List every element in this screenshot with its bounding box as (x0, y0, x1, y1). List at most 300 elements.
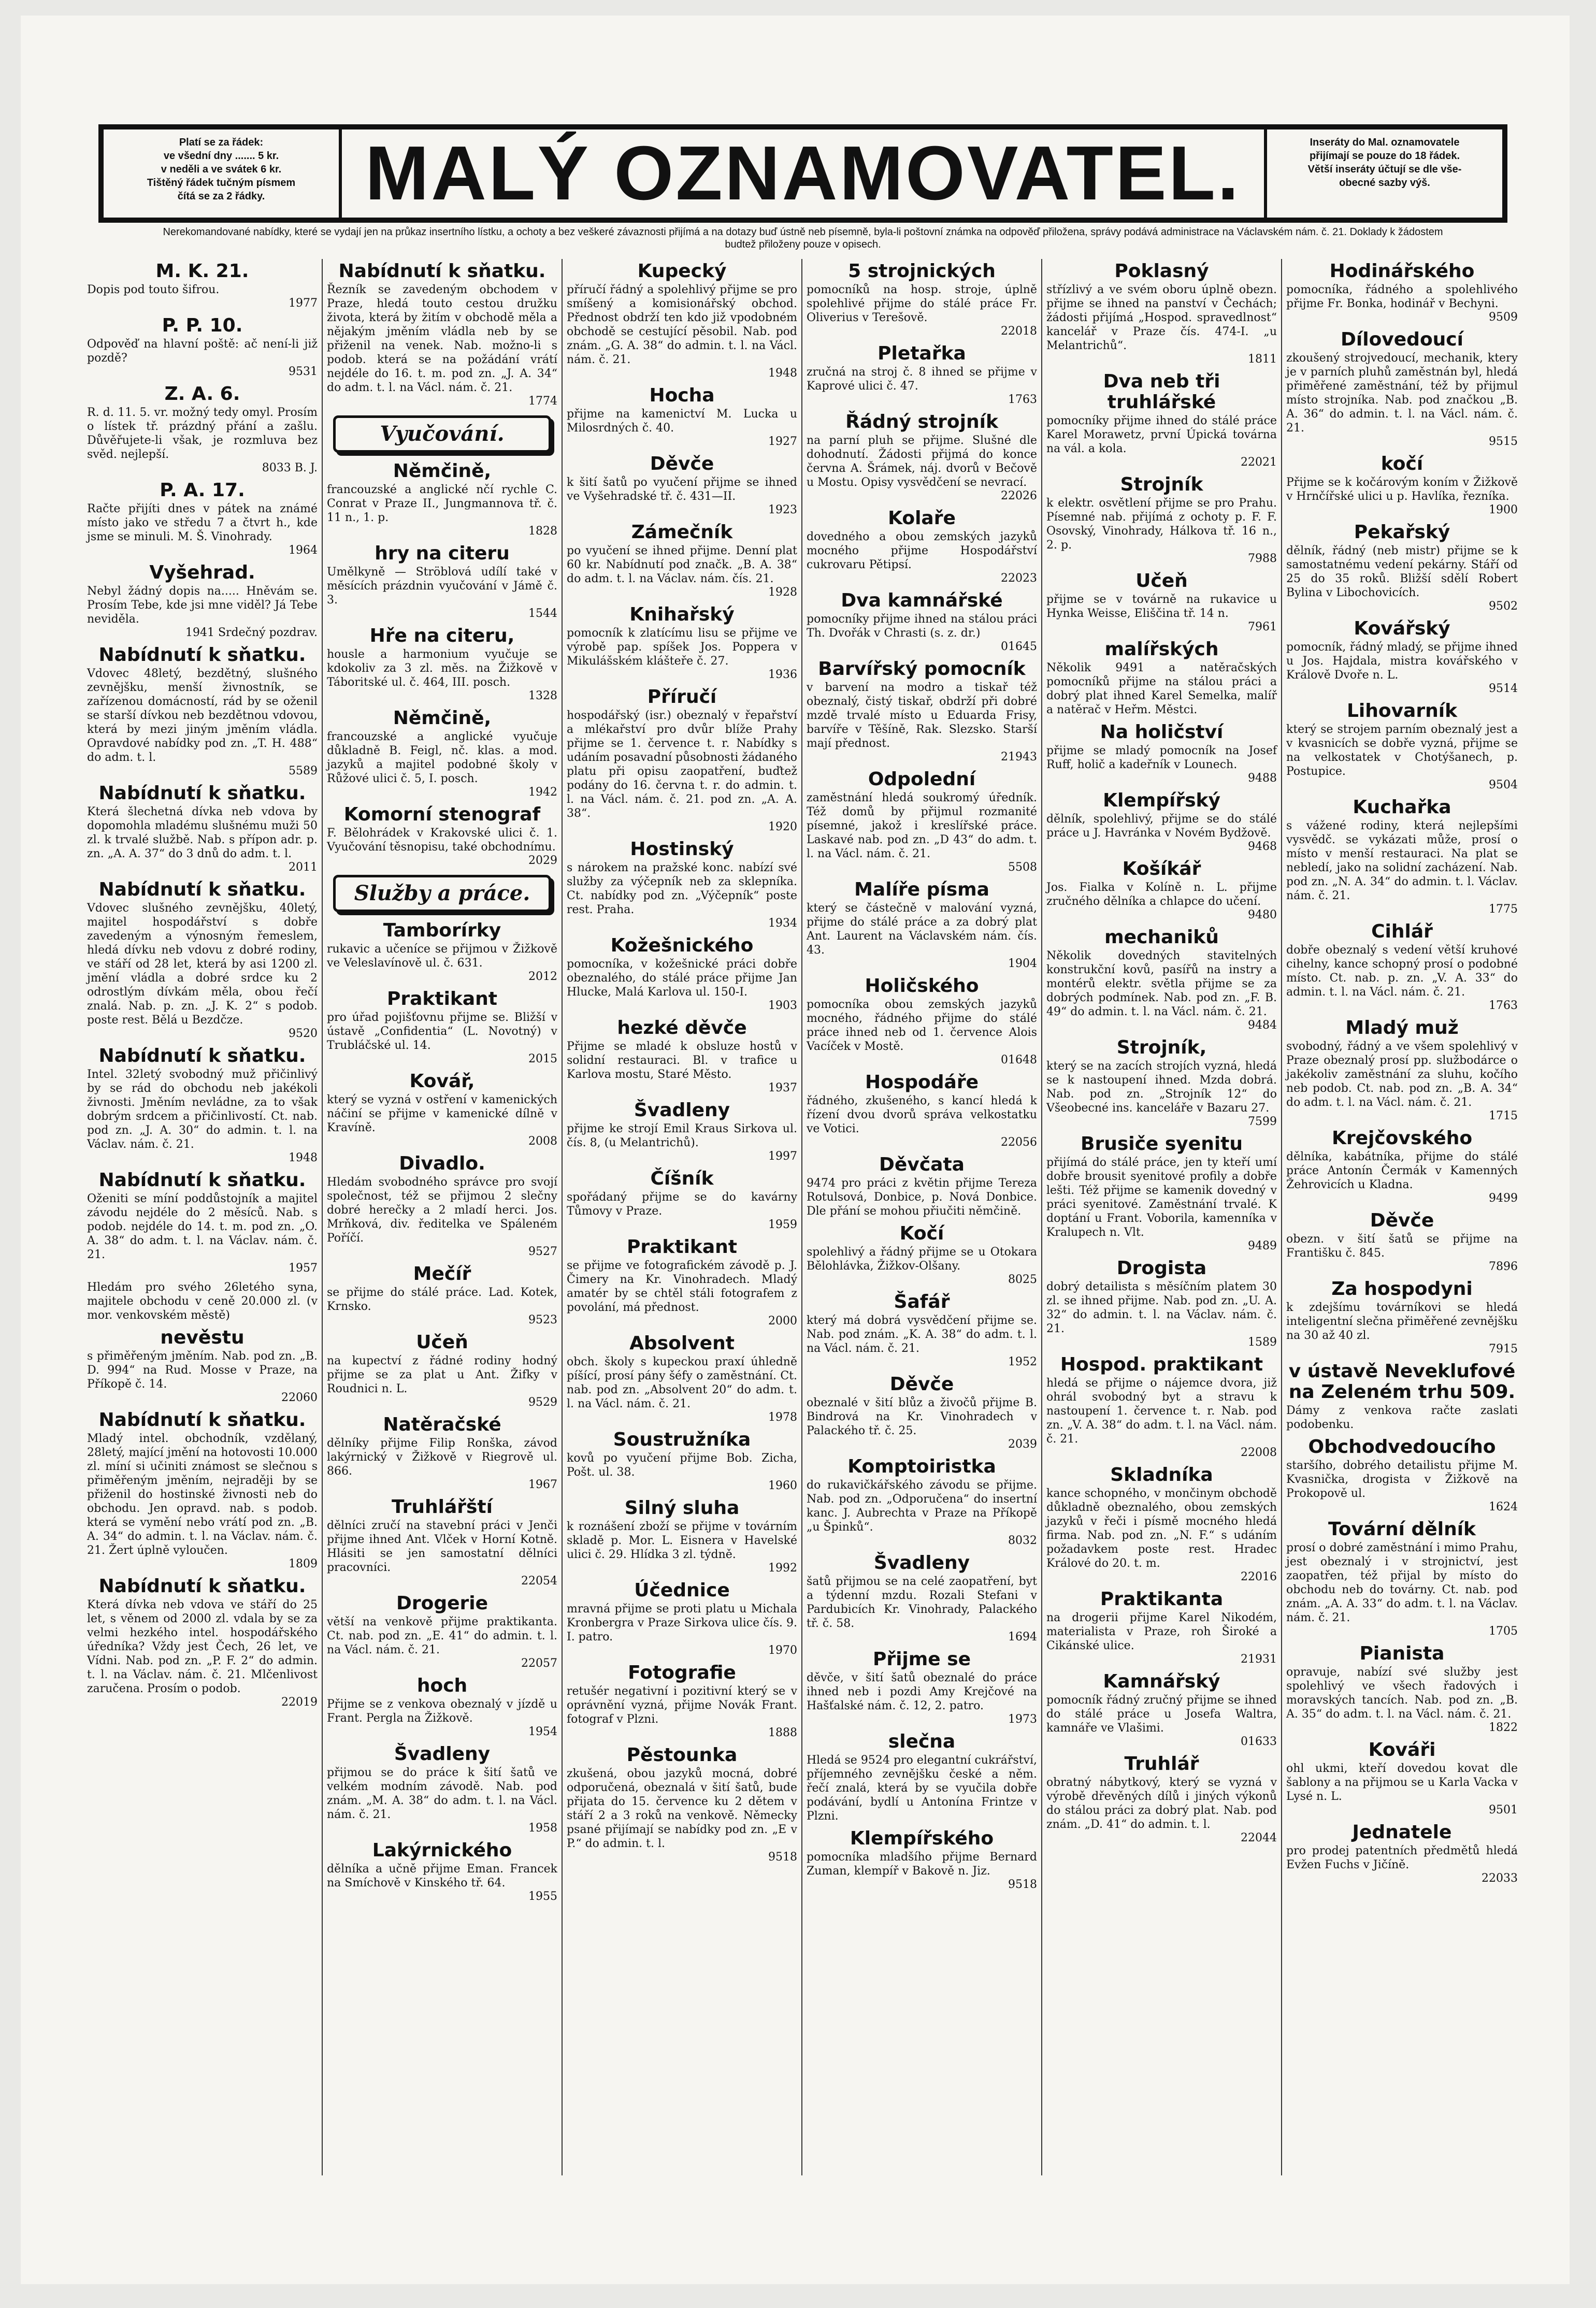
ad-text: pro prodej patentních předmětů hledá Evžen Fuchs v Jičíně. (1286, 1844, 1518, 1871)
ad-number: 5589 (289, 764, 318, 777)
ad-heading: Švadleny (873, 1552, 970, 1574)
classified-ad (807, 1732, 1037, 1823)
ad-heading: Nabídnutí k sňatku. (98, 1576, 306, 1597)
classified-ad (87, 1280, 318, 1322)
ad-number: 1964 (289, 544, 318, 557)
ad-number: 1948 (289, 1151, 318, 1164)
ad-heading: Děvče (650, 453, 714, 474)
classified-ad (567, 1333, 797, 1424)
ad-heading: Hocha (649, 385, 715, 406)
rate-line: Platí se za řádek: (179, 137, 264, 148)
ad-text: pro úřad pojišťovnu přijme se. Bližší v ústavě „Confidentia“ (L. Novotný) v Trubláčské ul. 14. (327, 1011, 557, 1052)
ad-heading: hoch (416, 1675, 468, 1696)
ad-text: dělníky přijme Filip Ronška, závod lakýrnický v Žižkově v Riegrově ul. 866. (327, 1437, 557, 1478)
classified-ad (87, 1576, 318, 1709)
classified-ad (807, 1649, 1037, 1726)
rate-line: Tištěný řádek tučným písmem (147, 177, 296, 189)
ad-heading: Skladníka (1110, 1464, 1213, 1485)
ad-heading: Učeň (1135, 570, 1188, 592)
ad-text: F. Bělohrádek v Krakovské ulici č. 1. Vyučování těsnopisu, také obchodnímu. (327, 827, 557, 854)
ad-text: dobře obeznalý s vedení větší kruhové cihelny, kance schopný prosí o podobné místo. Ct. nab. p. zn. „V. A. 33“ do admin. t. l. na Václ. nám. č. 21. (1286, 944, 1518, 999)
classified-ad (1286, 522, 1518, 613)
classified-ad (87, 1328, 318, 1405)
ad-number: 1928 (768, 586, 797, 599)
ad-text: Umělkyně — Ströblová udílí také v měsících prázdnin vyučování v Jámě č. 3. (327, 566, 557, 607)
ad-text: k roznášení zboží se přijme v továrním skladě p. Mor. L. Eisnera v Havelské ulici č. 29. Hlídka 3 zl. týdně. (567, 1520, 797, 1561)
ad-text: francouzské a anglické vyučuje důkladně B. Feigl, nč. klas. a mod. jazyků a majitel podobné školy v Růžové ulici č. 5, I. posch. (327, 730, 557, 785)
classified-ad (567, 522, 797, 599)
ad-number: 1715 (1489, 1109, 1518, 1122)
classified-ad (1286, 1822, 1518, 1885)
ad-heading: Pěstounka (626, 1744, 738, 1766)
ad-text: dělník, spolehlivý, přijme se do stálé práce u J. Havránka v Novém Bydžově. (1046, 813, 1277, 840)
classified-ad (327, 626, 557, 703)
classified-ad (1046, 639, 1277, 717)
ad-text: pomocníka obou zemských jazyků mocného, řádného přijme do stálé práce ihned neb od 1. července Alois Vacíček v Mostě. (807, 998, 1037, 1053)
ad-heading: Kočí (899, 1223, 944, 1244)
ad-number: 1775 (1489, 903, 1518, 916)
ad-number: 2039 (1008, 1438, 1037, 1451)
ad-number: 9520 (289, 1027, 318, 1040)
ad-number: 21943 (1001, 751, 1037, 763)
ad-number: 9501 (1489, 1804, 1518, 1816)
classified-ad (567, 1498, 797, 1575)
ad-text: děvče, v šití šatů obeznalé do práce ihned neb i pozdi Amy Krejčové na Hašťalské nám. č. 12, 2. patro. (807, 1671, 1037, 1712)
classified-ad (1286, 1279, 1518, 1356)
classified-ad (1286, 261, 1518, 324)
ad-heading: Natěračské (383, 1414, 501, 1435)
classified-ad (1286, 701, 1518, 792)
ad-number: 9531 (289, 365, 318, 378)
ad-number: 22026 (1001, 489, 1037, 502)
ad-heading: Odpolední (868, 769, 976, 790)
ad-heading: Cihlář (1371, 921, 1433, 942)
classified-ad (807, 343, 1037, 407)
masthead-title: MALÝ OZNAMOVATEL. (365, 131, 1241, 216)
ad-heading: Drogista (1116, 1258, 1207, 1279)
ad-heading: Knihařský (629, 604, 735, 625)
ad-text: na kupectví z řádné rodiny hodný přijme se za plat u Ant. Žifky v Roudnici n. L. (327, 1354, 557, 1395)
ad-number: 1328 (528, 689, 557, 702)
column-4 (802, 259, 1042, 2175)
ad-text: pomocník řádný zručný přijme se ihned do stálé práce u Josefa Waltra, kamnáře ve Vlašimi. (1046, 1694, 1277, 1735)
ad-heading: Nabídnutí k sňatku. (98, 1045, 306, 1066)
classified-ad (327, 1497, 557, 1588)
ad-number: 8033 B. J. (262, 461, 318, 474)
ad-number: 1927 (768, 435, 797, 448)
classified-ad (1046, 571, 1277, 634)
classified-ad (1046, 859, 1277, 922)
ad-number: 9504 (1489, 778, 1518, 791)
ad-number: 22018 (1001, 325, 1037, 338)
ad-text: Několik 9491 a natěračských pomocníků přijme na stálou práci a dobrý plat ihned Karel Semelka, malíř a natěrač v Heřm. Městci. (1046, 661, 1277, 716)
classified-ad (1046, 790, 1277, 854)
ad-heading: Řádný strojník (845, 411, 998, 432)
classified-ad (1046, 1754, 1277, 1845)
classified-ad (567, 1100, 797, 1163)
classified-ad (327, 1264, 557, 1327)
ad-number: 8032 (1008, 1534, 1037, 1547)
classified-ad (807, 1828, 1037, 1892)
column-5 (1042, 259, 1282, 2175)
ad-number: 1952 (1008, 1355, 1037, 1368)
classified-ad (87, 879, 318, 1041)
classified-ad (807, 1456, 1037, 1548)
ad-text: prosí o dobré zaměstnání i mimo Prahu, jest obeznalý i v strojnictví, jest zaopatřen, též přijal by místo do obchodu neb do továrny. Ct. nab. pod znám. „A. A. 33“ do adm. t. l. na Václav. nám. č. 21. (1286, 1541, 1518, 1624)
ad-text: zkušená, obou jazyků mocná, dobré odporučená, obeznalá v šití šatů, bude přijata do 15. července ku 2 dětem v stáří 2 a 3 roků na venkově. Německy psané přijímají se nabídky pod zn. „E v P.“ do admin. t. l. (567, 1767, 797, 1850)
ad-text: Intel. 32letý svobodný muž přičinlivý by se rád do obchodu neb jakékoli živnosti. Jměním nevládne, za to však dobrým srdcem a přičinlivostí. Ct. nab. pod zn. „J. A. 30“ do admin. t. l. na Václav. nám. č. 21. (87, 1068, 318, 1151)
ad-text: pomocník k zlatícímu lisu se přijme ve výrobě pap. spíšek Jos. Poppera v Mikulášském klášteře č. 27. (567, 627, 797, 668)
classified-ad (1046, 1354, 1277, 1460)
classified-ad (567, 935, 797, 1013)
ad-heading: Dva neb tři truhlářské (1103, 371, 1220, 413)
ad-heading: Kováři (1368, 1739, 1436, 1761)
terms-box (1264, 129, 1502, 218)
classified-ad (1286, 1128, 1518, 1205)
ad-number: 01645 (1001, 640, 1037, 653)
ad-number: 1958 (528, 1822, 557, 1835)
ad-heading: malířských (1104, 639, 1219, 660)
ad-text: Která dívka neb vdova ve stáří do 25 let, s věnem od 2000 zl. vdala by se za velmi hezkého intel. hospodářského úředníka? Vždy jest Čech, 26 let, ve Vídni. Nab. pod zn. „P. F. 2“ do admin. t. l. na Václav. nám. č. 21. Mlčenlivost zaručena. Prosím o podob. (87, 1598, 318, 1695)
column-2 (323, 259, 563, 2175)
ad-heading: Děvčata (879, 1154, 965, 1175)
ad-text: se přijme ve fotografickém závodě p. J. Čimery na Kr. Vinohradech. Mladý amatér by se chtěl stáli fotografem z povolání, má přednost. (567, 1259, 797, 1314)
ad-number: 21931 (1241, 1653, 1277, 1666)
ad-text: na drogerii přijme Karel Nikodém, materialista v Praze, roh Široké a Cikánské ulice. (1046, 1611, 1277, 1652)
classified-ad (87, 562, 318, 640)
ad-number: 22057 (521, 1657, 557, 1670)
ad-text: rukavic a učeníce se přijmou v Žižkově ve Veleslavínově ul. č. 631. (327, 943, 557, 970)
ad-heading: Nabídnutí k sňatku. (98, 1170, 306, 1191)
ad-number: 9509 (1489, 311, 1518, 324)
ad-number: 1920 (768, 820, 797, 833)
classified-ad (567, 261, 797, 380)
classified-ad (807, 769, 1037, 874)
ad-text: zaměstnání hledá soukromý úředník. Též domů by přijmul rozmanité písemné, jakož i kreslířské práce. Laskavé nab. pod zn. „D 43“ do adm. t. l. na Václ. nám. č. 21. (807, 791, 1037, 860)
ad-number: 22060 (281, 1391, 318, 1404)
ad-text: kance schopného, v mončinym obchodě důkladně obeznalého, obou zemských jazyků v řeči i písmě mocného hledá firma. Nab. pod zn. „N. F.“ s udáním požadavkem poste rest. Hradec Králové do 20. t. m. (1046, 1487, 1277, 1570)
ad-number: 22019 (281, 1696, 318, 1709)
ad-text: dělníci zručí na stavební práci v Jenči přijme ihned Ant. Vlček v Horní Kotně. Hlásiti se jen samostatní dělníci pracovníci. (327, 1519, 557, 1574)
ad-number: 1992 (768, 1562, 797, 1575)
ad-heading: slečna (888, 1731, 956, 1752)
classified-ad (1286, 1437, 1518, 1514)
ad-text: pomocníky přijme ihned na stálou práci Th. Dvořák v Chrasti (s. z. dr.) (807, 613, 1037, 640)
ad-number: 2029 (528, 854, 557, 867)
ad-heading: Kovářský (1354, 618, 1450, 639)
classified-ad (1286, 1018, 1518, 1123)
ad-number: 1954 (528, 1725, 557, 1738)
ad-number: 2008 (528, 1135, 557, 1148)
ad-heading: Kolaře (888, 508, 956, 529)
terms-line: Inseráty do Mal. oznamovatele (1310, 137, 1460, 148)
ad-heading: Strojník, (1116, 1037, 1207, 1058)
ad-text: šatů přijmou se na celé zaopatření, byt a týdenní mzdu. Rozali Stefani v Pardubicích Kr. Vinohrady, Palackého tř. č. 58. (807, 1575, 1037, 1630)
column-1 (83, 259, 323, 2175)
ad-number: 5508 (1008, 861, 1037, 874)
ad-heading: Lakýrnického (372, 1840, 512, 1861)
classified-ad (567, 1237, 797, 1328)
ad-text: který se částečně v malování vyzná, přijme do stálé práce a za dobrý plat Ant. Laurent na Václavském nám. čís. 43. (807, 902, 1037, 957)
ad-text: přijme se v továrně na rukavice u Hynka Weisse, Eliščina tř. 14 n. (1046, 593, 1277, 620)
classified-ad (87, 315, 318, 379)
ad-heading: Nabídnutí k sňatku. (98, 783, 306, 804)
ad-text: ohl ukmi, kteří dovedou kovat dle šablony a na přijmou se u Karla Vacka v Lysé n. L. (1286, 1762, 1518, 1803)
classified-ad (567, 1745, 797, 1864)
ad-text: obezn. v šití šatů se přijme na Františku č. 845. (1286, 1233, 1518, 1260)
ad-number: 1977 (289, 297, 318, 310)
ad-text: dělníka, kabátníka, přijme do stálé práce Antonín Čermák v Kamenných Žehrovicích u Kladna. (1286, 1150, 1518, 1191)
ad-text: zručná na stroj č. 8 ihned se přijme v Kaprové ulici č. 47. (807, 366, 1037, 393)
classified-ad (327, 1744, 557, 1835)
ad-number: 2011 (289, 861, 318, 874)
ad-number: 1624 (1489, 1501, 1518, 1513)
column-6 (1282, 259, 1522, 2175)
section-banner: Služby a práce. (333, 875, 551, 912)
ad-text: Hledá se 9524 pro elegantní cukrářství, příjemného zevnějšku české a něm. řečí znalá, která by se vyučila dobře podávání, bydlí u Antonína Frintze v Plzni. (807, 1754, 1037, 1823)
ad-text: přijme se mladý pomocník na Josef Ruff, holič a kadeřník v Lounech. (1046, 744, 1277, 771)
ad-number: 1774 (528, 395, 557, 408)
ad-text: který se strojem parním obeznalý jest a v kvasnicích se dobře vyzná, přijme se na velkostatek v Chotýšanech, p. Postupice. (1286, 723, 1518, 778)
ad-number: 9489 (1248, 1239, 1277, 1252)
ad-number: 9488 (1248, 772, 1277, 785)
classified-ad (327, 261, 557, 408)
classified-ad (1046, 722, 1277, 785)
ad-heading: Tamborírky (383, 920, 501, 941)
ad-heading: Švadleny (394, 1743, 491, 1765)
ad-number: 1904 (1008, 957, 1037, 970)
ad-heading: hry na citeru (375, 543, 510, 564)
classified-ad (567, 454, 797, 517)
ad-text: obch. školy s kupeckou praxí úhledně píšící, prosí pány šéfy o zaměstnání. Ct. nab. pod zn. „Absolvent 20“ do adm. t. l. na Václ. nám. č. 21. (567, 1355, 797, 1410)
ad-text: kovů po vyučení přijme Bob. Zicha, Pošt. ul. 38. (567, 1452, 797, 1479)
ad-heading: P. P. 10. (162, 315, 243, 336)
classified-ad (807, 1553, 1037, 1644)
ad-heading: Hodinářského (1329, 261, 1475, 282)
ad-text: se přijme do stálé práce. Lad. Kotek, Krnsko. (327, 1286, 557, 1313)
ad-heading: Šafář (894, 1291, 950, 1312)
rate-line: v neděli a ve svátek 6 kr. (161, 164, 282, 175)
ad-text: řádného, zkušeného, s kancí hledá k řízení dvou dvorů správa velkostatku ve Votici. (807, 1094, 1037, 1135)
classified-ad (807, 412, 1037, 503)
ad-number: 7915 (1489, 1343, 1518, 1355)
ad-text: pomocníky přijme ihned do stálé práce Karel Morawetz, první Úpická továrna na vál. a kola. (1046, 414, 1277, 455)
classified-ad (1046, 1258, 1277, 1349)
ad-number: 1937 (768, 1081, 797, 1094)
rate-box (104, 129, 342, 218)
ad-text: který se na zacích strojích vyzná, hledá se k nastoupení ihned. Mzda dobrá. Nab. pod zn. „Strojník 12“ do Všeobecné ins. kanceláře v Bazaru 27. (1046, 1060, 1277, 1115)
ad-text: přijme ke strojí Emil Kraus Sirkova ul. čís. 8, (u Melantrichů). (567, 1122, 797, 1149)
ad-heading: Hospod. praktikant (1060, 1354, 1263, 1375)
ad-heading: hezké děvče (617, 1017, 747, 1038)
classified-ad (327, 708, 557, 799)
ad-text: s nárokem na pražské konc. nabízí své služby za výčepník neb za sklepníka. Ct. nabídky pod zn. „Výčepník“ poste rest. Praha. (567, 861, 797, 916)
classified-ad (327, 1332, 557, 1409)
ad-heading: M. K. 21. (155, 261, 249, 282)
ad-text: dobrý detailista s měsíčním platem 30 zl. se ihned přijme. Nab. pod zn. „U. A. 32“ do admin. t. l. na Václav. nám. č. 21. (1046, 1280, 1277, 1335)
classified-ad (567, 1169, 797, 1232)
ad-heading: Strojník (1120, 474, 1203, 495)
classified-ad (327, 1676, 557, 1739)
ad-text: přijme na kamenictví M. Lucka u Milosrdných č. 40. (567, 408, 797, 435)
classified-ad (1286, 797, 1518, 916)
ad-heading: Truhlářští (392, 1496, 493, 1518)
ad-heading: Klempířského (850, 1828, 994, 1849)
classified-ad (567, 385, 797, 449)
ad-number: 1705 (1489, 1625, 1518, 1638)
ad-text: s přiměřeným jměním. Nab. pod zn. „B. D. 994“ na Rud. Mosse v Praze, na Příkopě č. 14. (87, 1350, 318, 1391)
ad-text: který se vyzná v ostření v kamenických náčiní se přijme v kamenické dílně v Kravíně. (327, 1093, 557, 1134)
classified-ad (567, 1663, 797, 1740)
ad-heading: Praktikant (627, 1236, 737, 1258)
ad-heading: Dva kamnářské (841, 590, 1003, 611)
ad-number: 22033 (1482, 1872, 1518, 1885)
ad-number: 9518 (768, 1851, 797, 1864)
ad-text: na parní pluh se přijme. Slušné dle dohodnutí. Žádosti přijmá do konce června A. Šrámek, náj. dvorů v Bečově u Mostu. Opisy vysvědčení se nevrací. (807, 434, 1037, 489)
ad-heading: Praktikant (387, 988, 497, 1009)
ad-number: 9499 (1489, 1192, 1518, 1205)
ad-heading: Kožešnického (610, 935, 754, 956)
classified-ad (807, 659, 1037, 764)
classified-ad (1046, 1465, 1277, 1584)
ad-heading: Fotografie (628, 1662, 736, 1683)
ad-heading: Malíře písma (854, 879, 989, 900)
ad-heading: Klempířský (1103, 790, 1220, 811)
classified-ad (327, 1153, 557, 1259)
ad-text: obeznalé v šití blůz a živočů přijme B. Bindrová na Kr. Vinohradech v Palackého tř. č. 25. (807, 1396, 1037, 1437)
classified-ad (87, 1410, 318, 1571)
ad-columns (83, 259, 1523, 2175)
ad-number: 1934 (768, 917, 797, 930)
ad-number: 1970 (768, 1644, 797, 1657)
ad-text: Oženiti se míní poddůstojník a majitel závodu nejdéle do 2 měsíců. Nab. s podob. nejdéle do 14. t. m. pod zn. „O. A. 38“ do adm. t. l. na Václav. nám. č. 21. (87, 1192, 318, 1261)
classified-ad (327, 1071, 557, 1148)
ad-heading: Jednatele (1352, 1822, 1452, 1843)
ad-text: do rukavičkářského závodu se přijme. Nab. pod zn. „Odporučena“ do insertní kanc. J. Aubrechta v Praze na Příkopě „u Špinků“. (807, 1479, 1037, 1534)
ad-number: 1941 Srdečný pozdrav. (185, 626, 318, 639)
ad-heading: Nabídnutí k sňatku. (338, 261, 546, 282)
ad-heading: Krejčovského (1331, 1128, 1473, 1149)
ad-heading: P. A. 17. (160, 480, 245, 501)
ad-heading: Komptoiristka (847, 1456, 996, 1477)
ad-number: 9515 (1489, 435, 1518, 448)
ad-text: který má dobrá vysvědčení přijme se. Nab. pod znám. „K. A. 38“ do adm. t. l. na Václ. nám. č. 21. (807, 1314, 1037, 1355)
ad-heading: Absolvent (629, 1333, 735, 1354)
ad-heading: Obchodvedoucího (1308, 1436, 1496, 1458)
ad-heading: Kupecký (637, 261, 727, 282)
ad-text: dovedného a obou zemských jazyků mocného přijme Hospodářství cukrovaru Pětipsí. (807, 530, 1037, 571)
classified-ad (327, 461, 557, 538)
ad-text: Která šlechetná dívka neb vdova by dopomohla mladému slušnému muži 50 zl. k trvalé službě. Nab. s přípon adr. p. zn. „A. A. 37“ do 3 dnů do adm. t. l. (87, 805, 318, 860)
classified-ad (327, 1840, 557, 1903)
classified-ad (1046, 1671, 1277, 1749)
ad-number: 1997 (768, 1150, 797, 1163)
ad-heading: Němčině, (393, 708, 492, 729)
classified-ad (327, 989, 557, 1066)
ad-number: 1960 (768, 1479, 797, 1492)
ad-text: housle a harmonium vyučuje se kdokoliv za 3 zl. měs. na Žižkově v Táboritské ul. č. 464, III. posch. (327, 648, 557, 689)
ad-heading: Košíkář (1122, 858, 1201, 879)
classified-ad (807, 1374, 1037, 1451)
ad-heading: Pekařský (1354, 522, 1450, 543)
ad-heading: Z. A. 6. (164, 383, 240, 405)
ad-heading: Zámečník (631, 522, 733, 543)
ad-number: 01633 (1241, 1735, 1277, 1748)
ad-text: příručí řádný a spolehlivý přijme se pro smíšený a komisionářský obchod. Přednost obdrží ten kdo již vpodobném obchodě se cestující pěsobil. Nab. pod znám. „G. A. 38“ do admin. t. l. na Václ. nám. č. 21. (567, 283, 797, 366)
ad-text: Odpověď na hlavní poště: ač není-li již pozdě? (87, 338, 318, 365)
ad-heading: Kovář, (409, 1071, 475, 1092)
ad-text: Vdovec 48letý, bezdětný, slušného zevnějšku, menší živnostník, se zařízenou domácností, rád by se oženil se starší dívkou neb bezdětnou vdovou, která by mezi jiným jměním vládla. Opravdové nabídky pod zn. „T. H. 488“ do adm. t. l. (87, 667, 318, 764)
classified-ad (807, 879, 1037, 971)
ad-text: Dámy z venkova račte zaslati podobenku. (1286, 1404, 1518, 1431)
ad-number: 1957 (289, 1262, 318, 1275)
ad-heading: Hospodáře (865, 1072, 979, 1093)
ad-heading: Kamnářský (1103, 1671, 1220, 1692)
ad-number: 2012 (528, 970, 557, 983)
ad-number: 1888 (768, 1726, 797, 1739)
ad-heading: Holičského (865, 975, 979, 997)
ad-text: s vážené rodiny, která nejlepšími vysvědč. se vykázati může, prosí o místo v menší restauraci. Na plat se nebledí, jako na solidní zacházení. Nab. pod zn. „N. A. 34“ do admin. t. l. Václav. nám. č. 21. (1286, 819, 1518, 902)
classified-ad (1046, 1037, 1277, 1129)
ad-heading: Děvče (889, 1374, 954, 1395)
classified-ad (1286, 921, 1518, 1013)
ad-number: 1903 (768, 999, 797, 1012)
ad-number: 22044 (1241, 1831, 1277, 1844)
ad-number: 22016 (1241, 1570, 1277, 1583)
column-3 (563, 259, 802, 2175)
ad-text: k šití šatů po vyučení přijme se ihned ve Vyšehradské tř. č. 431—II. (567, 476, 797, 503)
ad-text: Vdovec slušného zevnějšku, 40letý, majitel hospodářství s dobře zavedeným a výnosným řemeslem, hledá dívku neb vdovu z dobré rodiny, ve stáří od 28 let, která by asi 1200 zl. jmění vládla a dobré srdce ku 2 odrostlým dívkám měla, obou řečí znalá. Nab. p. zn. „J. K. 2“ s podob. poste rest. Bělá u Bezdčze. (87, 902, 318, 1027)
classified-ad (1046, 1589, 1277, 1666)
ad-number: 9523 (528, 1314, 557, 1326)
classified-ad (807, 590, 1037, 654)
ad-heading: Němčině, (393, 460, 492, 482)
ad-text: k elektr. osvětlení přijme se pro Prahu. Písemné nab. přijímá z ochoty p. F. F. Osovský, Vinohrady, Hálkova tř. 16 n., 2. p. (1046, 497, 1277, 552)
ad-heading: Barvířský pomocník (818, 658, 1026, 680)
classified-ad (1286, 1361, 1518, 1432)
ad-text: zkoušený strojvedoucí, mechanik, ktery je v parních pluhů zaměstnán byl, hledá přiměřené zaměstnání, též by přijmul místo strojníka. Nab. pod značkou „B. A. 36“ do admin. t. l. na Václ. nám. č. 21. (1286, 352, 1518, 435)
ad-number: 01648 (1001, 1054, 1037, 1066)
ad-heading: Soustružníka (613, 1429, 751, 1450)
classified-ad (1286, 1740, 1518, 1817)
terms-line: přijímají se pouze do 18 řádek. (1309, 150, 1460, 162)
ad-number: 1973 (1008, 1713, 1037, 1726)
ad-heading: kočí (1381, 453, 1424, 474)
classified-ad (567, 839, 797, 930)
ad-number: 2000 (768, 1315, 797, 1328)
ad-number: 9514 (1489, 682, 1518, 695)
ad-number: 9518 (1008, 1878, 1037, 1891)
classified-ad (87, 1170, 318, 1275)
ad-heading: Praktikanta (1100, 1589, 1224, 1610)
classified-ad (567, 1430, 797, 1493)
ad-text: spolehlivý a řádný přijme se u Otokara Bělohlávka, Žižkov-Olšany. (807, 1246, 1037, 1273)
ad-text: větší na venkově přijme praktikanta. Ct. nab. pod zn. „E. 41“ do admin. t. l. na Václ. nám. č. 21. (327, 1615, 557, 1656)
terms-line: obecné sazby výš. (1339, 177, 1430, 189)
ad-heading: Vyšehrad. (149, 562, 255, 583)
ad-heading: Účednice (634, 1580, 730, 1601)
ad-heading: 5 strojnických (848, 261, 996, 282)
ad-heading: Dílovedoucí (1341, 329, 1463, 350)
ad-number: 1811 (1248, 353, 1277, 366)
ad-heading: Mečíř (413, 1263, 471, 1285)
ad-text: pomocníka mladšího přijme Bernard Zuman, klempíř v Bakově n. Jiz. (807, 1851, 1037, 1878)
ad-number: 22008 (1241, 1446, 1277, 1459)
notice: Nerekomandované nabídky, které se vydají jen na průkaz insertního lístku, a ochoty a bez veškeré závaznosti přijímá a na dotazy buď ústně neb písemně, byla-li poštovní známka na odpověď přiložena, správy podává administrace na Václavském nám. č. 21. Doklady k žádostem budtež přiloženy pouze v opisech. (163, 226, 1443, 250)
ad-text: střízlivý a ve svém oboru úplně obezn. přijme se ihned na panství v Čechách; žádosti přijímá „Hospod. spravedlnost“ kancelář v Praze čís. 474-I. „u Melantrichů“. (1046, 283, 1277, 352)
classified-ad (327, 920, 557, 984)
masthead (98, 124, 1507, 223)
